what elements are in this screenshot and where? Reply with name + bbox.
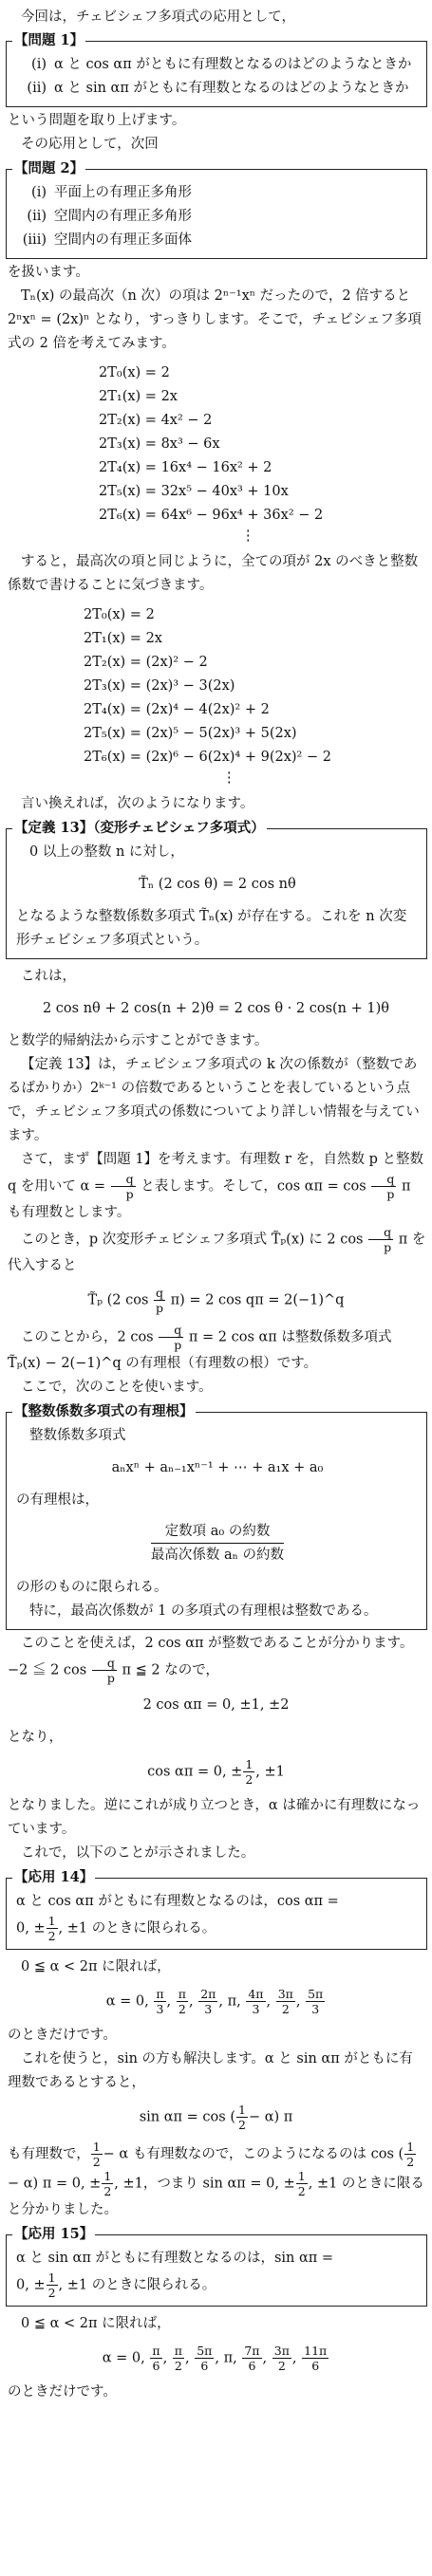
paragraph <box>0 1632 432 1685</box>
paragraph: 【定義 13】は，チェビシェフ多項式の k 次の係数が（整数であるばかりか）2ᵏ⁻¹ の倍数であるということを表しているという点で，チェビシェフ多項式の係数についてより詳しい情報を与えています。 <box>8 1057 420 1143</box>
denominator: 2 <box>406 2155 415 2169</box>
paragraph: すると，最高次の項と同じように，全ての項が 2x のべきと整数係数で書けることに気づきます。 <box>8 554 419 593</box>
formula-part: cos απ = 0, ± <box>147 1764 243 1780</box>
equation: 2T₀(x) = 2 <box>99 365 170 380</box>
formula-sin <box>0 2103 432 2132</box>
text: , ±1 のときに限られる。 <box>58 2277 216 2293</box>
denominator: 2 <box>103 2184 112 2198</box>
numerator: q <box>92 1656 117 1671</box>
problem1-item <box>16 77 419 101</box>
denominator: 3 <box>252 2002 260 2016</box>
fraction-q-over-p <box>111 1172 136 1201</box>
definition13-box <box>6 820 427 959</box>
numerator: 5π <box>308 1987 324 2001</box>
denominator: 6 <box>200 2359 209 2373</box>
numerator: 1 <box>245 1757 254 1771</box>
vertical-ellipsis: ⋮ <box>241 528 255 544</box>
vertical-ellipsis: ⋮ <box>222 770 236 786</box>
numerator: q <box>368 1225 393 1240</box>
equation-list-1 <box>99 361 432 545</box>
item-number: (i) <box>31 185 47 200</box>
item-text: α と sin απ がともに有理数となるのはどのようなときか <box>54 81 409 96</box>
fraction <box>272 2344 291 2373</box>
problem2-item <box>16 229 419 252</box>
item-number: (iii) <box>22 232 47 248</box>
text: π ≦ 2 なので， <box>122 1662 219 1678</box>
denominator: 6 <box>311 2359 320 2373</box>
text: , ±1 のときに限ると分かりました。 <box>8 2176 424 2217</box>
paragraph: のときだけです。 <box>8 2384 117 2400</box>
fraction <box>306 1987 325 2016</box>
paragraph: となりました。逆にこれが成り立つとき，α は確かに有理数になっています。 <box>8 1798 421 1837</box>
fraction-one-half <box>296 2169 308 2198</box>
text: , ±1，つまり sin απ = 0, ± <box>114 2176 295 2192</box>
item-text: 空間内の有理正多角形 <box>54 209 192 224</box>
application14-title: 【応用 14】 <box>14 1869 94 1885</box>
equation: 2T₄(x) = (2x)⁴ − 4(2x)² + 2 <box>84 702 270 717</box>
paragraph: を扱います。 <box>8 265 89 280</box>
box-text <box>16 1890 419 1943</box>
rational-root-title: 【整数係数多項式の有理根】 <box>14 1403 194 1419</box>
formula-part: , π, <box>218 1993 241 2010</box>
text: このことを使えば，2 cos απ が整数であることが分かります。−2 ≦ 2 cos <box>8 1636 414 1678</box>
fraction <box>198 1987 217 2016</box>
box-text: の形のものに限られる。 <box>16 1580 168 1595</box>
denominator: p <box>384 1240 392 1254</box>
denominator: 2 <box>277 2359 286 2373</box>
item-number: (ii) <box>27 209 47 224</box>
denominator: 2 <box>47 2286 56 2300</box>
polynomial-formula: aₙxⁿ + aₙ₋₁xⁿ⁻¹ + ⋯ + a₁x + a₀ <box>111 1460 324 1475</box>
numerator: 4π <box>248 1987 264 2001</box>
fraction <box>173 2344 184 2373</box>
fraction-one-half <box>47 1914 58 1943</box>
problem2-box <box>6 160 427 259</box>
numerator: 1 <box>297 2169 306 2183</box>
rational-root-fraction <box>16 1520 419 1568</box>
text: このとき，p 次変形チェビシェフ多項式 T̃ₚ(x) に 2 cos <box>21 1232 364 1248</box>
denominator: 3 <box>204 2002 213 2016</box>
item-text: α と cos απ がともに有理数となるのはどのようなときか <box>54 57 412 72</box>
item-text: 平面上の有理正多角形 <box>54 185 192 200</box>
fraction <box>195 2344 214 2373</box>
formula-part: T̃ₚ (2 cos <box>87 1292 149 1308</box>
text: α と sin απ がともに有理数となるのは，sin απ = <box>16 2251 334 2266</box>
formula-part: , ±1 <box>255 1764 285 1780</box>
paragraph: 0 ≦ α < 2π に限れば， <box>21 1959 171 1974</box>
numerator: q <box>111 1172 136 1187</box>
fraction <box>276 1987 295 2016</box>
item-number: (ii) <box>27 81 47 96</box>
numerator: 1 <box>92 2140 101 2154</box>
denominator: p <box>386 1187 395 1201</box>
box-text: 整数係数多項式 <box>29 1428 126 1443</box>
numerator: 3π <box>273 2344 290 2358</box>
fraction <box>150 2344 161 2373</box>
fraction <box>154 1987 165 2016</box>
denominator: p <box>174 1338 182 1352</box>
intro-text: 今回は，チェビシェフ多項式の応用として， <box>21 9 295 25</box>
fraction-one-half <box>47 2270 58 2300</box>
numerator: π <box>156 1987 164 2001</box>
paragraph: その応用として，次回 <box>21 137 159 152</box>
denominator: p <box>106 1671 115 1685</box>
denominator: 6 <box>248 2359 256 2373</box>
numerator: 1 <box>237 2103 246 2117</box>
paragraph: と数学的帰納法から示すことができます。 <box>8 1033 269 1048</box>
paragraph: Tₙ(x) の最高次（n 次）の項は 2ⁿ⁻¹xⁿ だったので，2 倍すると 2ⁿxⁿ = (2x)ⁿ となり，すっきりします。そこで，チェビシェフ多項式の 2 倍を考えてみます。 <box>8 288 422 351</box>
text: − α) π = 0, ± <box>8 2176 102 2192</box>
numerator: π <box>152 2344 160 2358</box>
formula-part: α = 0, <box>102 2350 145 2366</box>
numerator: 1 <box>47 1914 56 1928</box>
denominator: p <box>125 1187 134 1201</box>
definition-formula: T̃ₙ (2 cos θ) = 2 cos nθ <box>139 877 296 892</box>
text: α と cos απ がともに有理数となるのは，cos απ = <box>16 1894 339 1909</box>
text: さて，まず【問題 1】を考えます。有理数 r を，自然数 p と整数 q を用いて α = <box>8 1152 424 1195</box>
denominator: 2 <box>237 2118 246 2132</box>
denominator: 3 <box>156 2002 164 2016</box>
numerator: 1 <box>47 2270 56 2285</box>
denominator: 2 <box>178 2002 186 2016</box>
divisor-fraction <box>151 1520 284 1566</box>
paragraph: 言い換えれば，次のようになります。 <box>21 796 254 811</box>
fraction <box>242 2344 261 2373</box>
equation: 2T₀(x) = 2 <box>84 607 155 622</box>
equation: 2T₂(x) = 4x² − 2 <box>99 413 213 428</box>
fraction-one-half <box>236 2103 248 2132</box>
fraction-one-half <box>243 1757 254 1787</box>
box-text: の有理根は， <box>16 1492 99 1508</box>
text: このことから，2 cos <box>21 1329 154 1345</box>
text: 0, ± <box>16 1920 46 1937</box>
text: π も有理数とします。 <box>8 1178 411 1220</box>
substitution-formula <box>0 1286 432 1315</box>
text: − α も有理数なので，このようになるのは cos ( <box>103 2146 404 2162</box>
equation: 2T₅(x) = (2x)⁵ − 5(2x)³ + 5(2x) <box>84 726 297 741</box>
formula-part: sin απ = cos ( <box>139 2109 235 2125</box>
denominator: p <box>156 1301 164 1315</box>
paragraph: これで，以下のことが示されました。 <box>21 1845 255 1861</box>
equation: 2T₂(x) = (2x)² − 2 <box>84 655 208 670</box>
paragraph: これを使うと，sin の方も解決します。α と sin απ がともに有理数であるとすると， <box>8 2051 413 2090</box>
problem2-item <box>16 205 419 229</box>
fraction <box>302 2344 329 2373</box>
text: 0, ± <box>16 2277 46 2293</box>
problem1-item <box>16 53 419 77</box>
equation: 2T₆(x) = (2x)⁶ − 6(2x)⁴ + 9(2x)² − 2 <box>84 750 331 765</box>
box-text: 特に，最高次係数が 1 の多項式の有理根は整数である。 <box>29 1603 378 1619</box>
paragraph <box>0 1225 432 1278</box>
numerator: q <box>159 1323 183 1338</box>
denominator: 6 <box>152 2359 160 2373</box>
application15-title: 【応用 15】 <box>14 2226 94 2242</box>
numerator: π <box>178 1987 186 2001</box>
definition13-title: 【定義 13】（変形チェビシェフ多項式） <box>14 820 265 836</box>
text: も有理数で， <box>8 2146 90 2162</box>
fraction-one-half <box>91 2140 103 2169</box>
equation: 2T₆(x) = 64x⁶ − 96x⁴ + 36x² − 2 <box>99 508 324 523</box>
denominator: 2 <box>92 2155 101 2169</box>
numerator: 1 <box>406 2140 415 2154</box>
denominator: 3 <box>311 2002 320 2016</box>
numerator: 5π <box>197 2344 213 2358</box>
alpha-list-2: α = 0, $\frac{\pi}{6}$ , $\frac{\pi}{2}$ , $\frac{5\pi}{6}$ , π, $\frac{7\pi}{6}$ , $\frac{3\pi}{2}$ , $\frac{11\pi}{6}$ <box>102 2344 328 2373</box>
numerator: 7π <box>244 2344 260 2358</box>
formula-part: − α) π <box>248 2109 293 2125</box>
box-text <box>16 2247 419 2300</box>
problem1-title: 【問題 1】 <box>14 32 85 48</box>
application15-box <box>6 2226 427 2307</box>
fraction-q-over-p <box>368 1225 393 1254</box>
formula-part: α = 0, <box>105 1993 149 2010</box>
alpha-list-1: α = 0, $\frac{\pi}{3}$ , $\frac{\pi}{2}$ , $\frac{2\pi}{3}$ , π, $\frac{4\pi}{3}$ , $\frac{3\pi}{2}$ , $\frac{5\pi}{3}$ <box>105 1987 324 2016</box>
equation-list-2 <box>84 603 432 787</box>
equation: 2T₃(x) = 8x³ − 6x <box>99 436 220 452</box>
formula-part: , π, <box>215 2350 237 2366</box>
problem2-title: 【問題 2】 <box>14 160 85 176</box>
denominator: 2 <box>297 2184 306 2198</box>
fraction-q-over-p <box>371 1172 396 1201</box>
formula-2cos: 2 cos απ = 0, ±1, ±2 <box>142 1697 290 1713</box>
equation: 2T₁(x) = 2x <box>84 631 162 646</box>
numerator: 1 <box>103 2169 112 2183</box>
fraction-q-over-p <box>154 1286 165 1315</box>
fraction-q-over-p <box>159 1323 183 1352</box>
text: π を代入すると <box>8 1232 426 1273</box>
definition-text: となるような整数係数多項式 T̃ₙ(x) が存在する。これを n 次変形チェビシェフ多項式という。 <box>16 909 407 948</box>
denominator: 2 <box>174 2359 182 2373</box>
definition-text: 0 以上の整数 n に対し， <box>29 844 184 860</box>
equation: 2T₄(x) = 16x⁴ − 16x² + 2 <box>99 460 272 475</box>
numerator: π <box>174 2344 182 2358</box>
numerator: 2π <box>200 1987 216 2001</box>
application14-box <box>6 1869 427 1950</box>
problem1-box <box>6 32 427 107</box>
numerator: q <box>156 1286 164 1300</box>
text: π = 2 cos απ は整数係数多項式 T̃ₚ(x) − 2(−1)^q の有理根（有理数の根）です。 <box>8 1329 392 1371</box>
paragraph: となり， <box>8 1730 63 1745</box>
rational-root-box <box>6 1403 427 1630</box>
numerator: 定数項 a₀ の約数 <box>151 1520 284 1544</box>
paragraph: 0 ≦ α < 2π に限れば， <box>21 2316 171 2331</box>
equation: 2T₃(x) = (2x)³ − 3(2x) <box>84 678 235 694</box>
denominator: 2 <box>245 1772 254 1787</box>
numerator: 11π <box>304 2344 328 2358</box>
equation: 2T₅(x) = 32x⁵ − 40x³ + 10x <box>99 484 289 499</box>
paragraph: ここで，次のことを使います。 <box>21 1380 213 1395</box>
denominator: 2 <box>281 2002 290 2016</box>
paragraph: のときだけです。 <box>8 2028 117 2043</box>
numerator: 3π <box>277 1987 293 2001</box>
denominator: 最高次係数 aₙ の約数 <box>150 1547 285 1563</box>
paragraph <box>0 1323 432 1376</box>
fraction <box>177 1987 188 2016</box>
fraction-one-half <box>404 2140 416 2169</box>
fraction <box>246 1987 265 2016</box>
paragraph <box>0 1148 432 1225</box>
text: と表します。そして，cos απ = cos <box>141 1178 366 1195</box>
paragraph: これは， <box>21 969 76 984</box>
item-number: (i) <box>31 57 47 72</box>
paragraph: という問題を取り上げます。 <box>8 113 186 128</box>
text: , ±1 のときに限られる。 <box>58 1920 216 1937</box>
denominator: 2 <box>47 1929 56 1943</box>
induction-formula: 2 cos nθ + 2 cos(n + 2)θ = 2 cos θ · 2 cos(n + 1)θ <box>42 1001 390 1016</box>
fraction-q-over-p <box>92 1656 117 1685</box>
item-text: 空間内の有理正多面体 <box>54 232 192 248</box>
paragraph <box>0 2140 432 2222</box>
equation: 2T₁(x) = 2x <box>99 389 178 404</box>
problem2-item <box>16 181 419 205</box>
fraction-one-half <box>102 2169 113 2198</box>
numerator: q <box>371 1172 396 1187</box>
formula-part: π) = 2 cos qπ = 2(−1)^q <box>170 1292 345 1308</box>
formula-cos <box>0 1757 432 1787</box>
